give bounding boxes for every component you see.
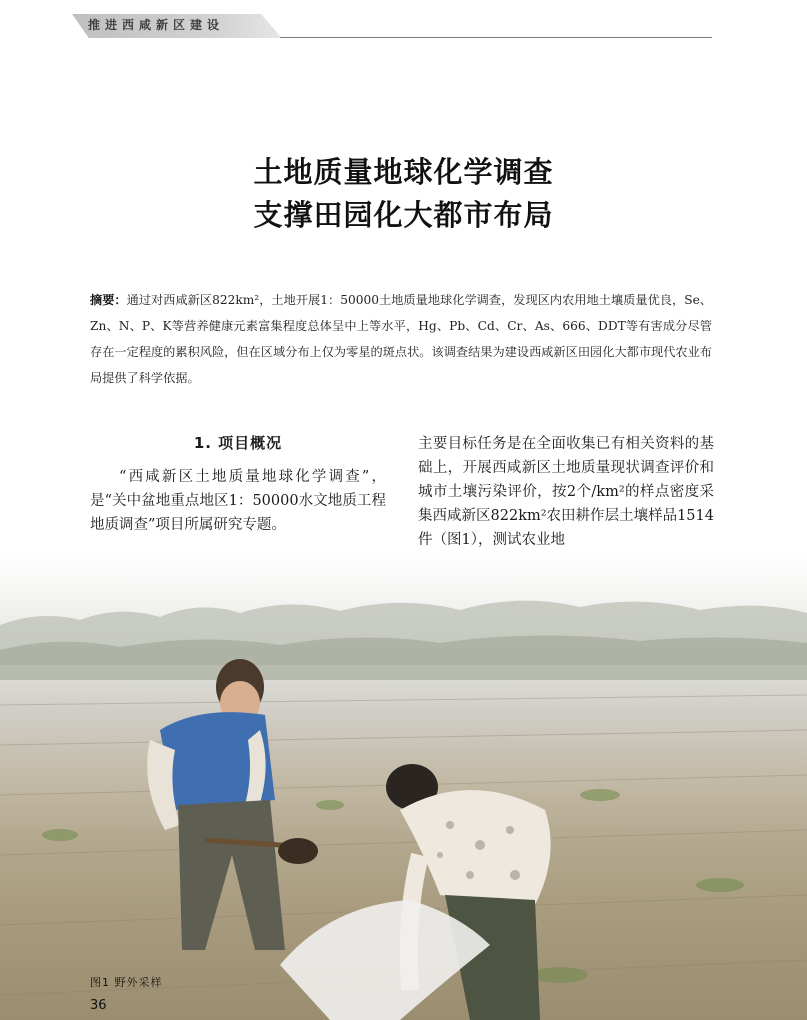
header-divider xyxy=(280,37,712,38)
figure-caption: 图1 野外采样 xyxy=(90,976,163,989)
left-column xyxy=(90,432,386,537)
article-title-line-2: 支撑田园化大都市布局 xyxy=(253,198,554,232)
section-heading-project-overview: 1. 项目概况 xyxy=(193,434,283,452)
abstract xyxy=(90,287,712,391)
field-sampling-photo xyxy=(0,555,807,1020)
field-sampling-illustration xyxy=(0,555,807,1020)
article-title-line-1: 土地质量地球化学调查 xyxy=(253,155,554,189)
right-column-paragraph: 主要目标任务是在全面收集已有相关资料的基础上，开展西咸新区土地质量现状调查评价和城市土壤污染评价，按2个/km²的样点密度采集西咸新区822km²农田耕作层土壤样品1514件（图1），测试农业地 xyxy=(418,436,714,548)
abstract-text: 通过对西咸新区822km²，土地开展1：50000土地质量地球化学调查，发现区内农用地土壤质量优良，Se、Zn、N、P、K等营养健康元素富集程度总体呈中上等水平，Hg、Pb、Cd、Cr、As、666、DDT等有害成分尽管存在一定程度的累积风险，但在区域分布上仅为零星的斑点状。该调查结果为建设西咸新区田园化大都市现代农业布局提供了科学依据。 xyxy=(90,293,712,385)
page-number: 36 xyxy=(90,998,107,1013)
abstract-label: 摘要： xyxy=(90,293,127,307)
right-column xyxy=(418,432,714,552)
left-column-paragraph: “西咸新区土地质量地球化学调查”，是“关中盆地重点地区1：50000水文地质工程地质调查”项目所属研究专题。 xyxy=(90,469,386,533)
section-header-label: 推进西咸新区建设 xyxy=(88,18,225,32)
